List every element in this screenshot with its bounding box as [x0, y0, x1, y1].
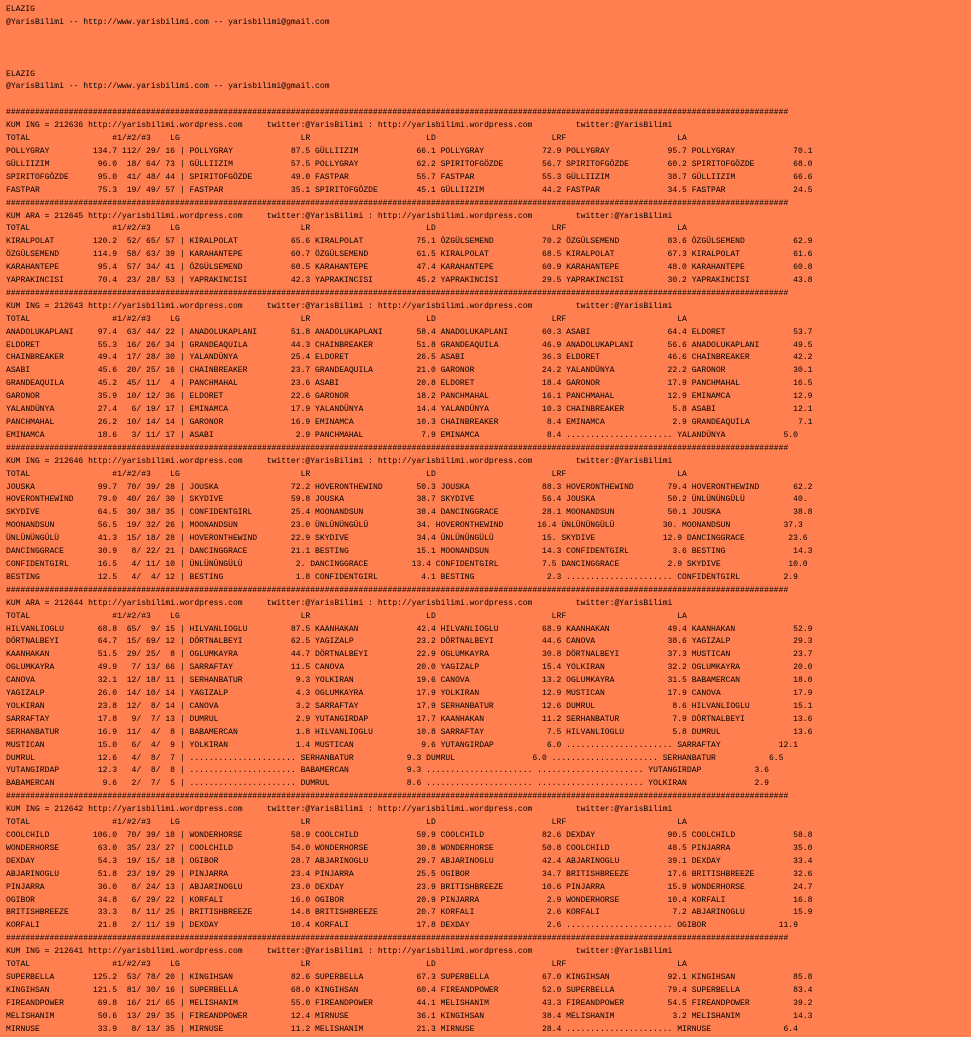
- horse-row: COOLCHILD 106.0 70/ 39/ 18 | WONDERHORSE 58.9 COOLCHILD 59.9 COOLCHILD 82.6 DEXDAY 90.5 COOLCHILD 58.8: [6, 831, 813, 840]
- horse-row: FIREANDPOWER 69.8 16/ 21/ 65 | MELISHANIM 55.0 FIREANDPOWER 44.1 MELISHANIM 43.3 FIREANDPOWER 54.5 FIREANDPOWER 39.2: [6, 998, 813, 1008]
- horse-row: PINJARRA 36.0 8/ 24/ 13 | ABJARINOGLU 23.0 DEXDAY 23.9 BRITISHBREEZE 10.6 PINJARRA 15.9 WONDERHORSE 24.7: [6, 882, 813, 892]
- horse-row: GRANDEAQUILA 45.2 45/ 11/ 4 | PANCHMAHAL 23.6 ASABI 20.8 ELDORET 18.4 GARONOR 17.9 PANCHMAHAL 16.5: [6, 379, 813, 389]
- hash-separator: ##################################################################################################################################################################: [6, 792, 789, 802]
- horse-row: HILVANLIOGLU 68.8 65/ 9/ 15 | HILVANLIOGLU 87.5 KAANHAKAN 42.4 HILVANLIOGLU 68.9 KAANHAKAN 49.4 KAANHAKAN 52.9: [6, 624, 813, 634]
- horse-row: POLLYGRAY 134.7 112/ 29/ 16 | POLLYGRAY 87.5 GÜLLIIZIM 66.1 POLLYGRAY 72.9 POLLYGRAY 95.7 POLLYGRAY 70.1: [6, 146, 813, 156]
- race-report-document: [6, 4, 812, 1037]
- blank-line: [6, 94, 812, 107]
- horse-row: EMINAMCA 18.6 3/ 11/ 17 | ASABI 2.9 PANCHMAHAL 7.9 EMINAMCA 8.4 ...................... YALANDÜNYA 5.0: [6, 430, 798, 440]
- race-header: KUM ING = 212643 http://yarisbilimi.wordpress.com twitter:@YarisBilimi : http://yarisbilimi.wordpress.com twitter:@YarisBilimi: [6, 301, 673, 311]
- page-title: ELAZIG: [6, 69, 35, 79]
- blank-line: [6, 56, 812, 69]
- horse-row: YAPRAKINCISI 70.4 23/ 28/ 53 | YAPRAKINCISI 42.3 YAPRAKINCISI 45.2 YAPRAKINCISI 29.5 YAPRAKINCISI 30.2 YAPRAKINCISI 43.8: [6, 276, 813, 286]
- contact-line: @YarisBilimi -- http://www.yarisbilimi.com -- yarisbilimi@gmail.com: [6, 17, 330, 27]
- horse-row: YOLKIRAN 23.8 12/ 8/ 14 | CANOVA 3.2 SARRAFTAY 17.9 SERHANBATUR 12.6 DUMRUL 8.6 HILVANLIOGLU 15.1: [6, 701, 813, 711]
- horse-row: ANADOLUKAPLANI 97.4 63/ 44/ 22 | ANADOLUKAPLANI 51.8 ANADOLUKAPLANI 58.4 ANADOLUKAPLANI 60.3 ASABI 64.4 ELDORET 53.7: [6, 327, 813, 337]
- horse-row: FASTPAR 75.3 19/ 49/ 57 | FASTPAR 35.1 SPIRITOFGÖZDE 45.1 GÜLLIIZIM 44.2 FASTPAR 34.5 FASTPAR 24.5: [6, 185, 813, 195]
- horse-row: CONFIDENTGIRL 16.5 4/ 11/ 10 | ÜNLÜNÜNGÜLÜ 2. DANCINGGRACE 13.4 CONFIDENTGIRL 7.5 DANCINGGRACE 2.9 SKYDIVE 10.0: [6, 559, 808, 569]
- column-header: TOTAL #1/#2/#3 LG LR LD LRF LA: [6, 818, 687, 828]
- column-header: TOTAL #1/#2/#3 LG LR LD LRF LA: [6, 611, 687, 621]
- column-header: TOTAL #1/#2/#3 LG LR LD LRF LA: [6, 469, 687, 479]
- horse-row: SPIRITOFGÖZDE 95.0 41/ 48/ 44 | SPIRITOFGÖZDE 49.0 FASTPAR 55.7 FASTPAR 55.3 GÜLLIIZIM 38.7 GÜLLIIZIM 66.6: [6, 172, 813, 182]
- hash-separator: ##################################################################################################################################################################: [6, 585, 789, 595]
- blank-line: [6, 43, 812, 56]
- horse-row: KORFALI 21.8 2/ 11/ 19 | DEXDAY 10.4 KORFALI 17.8 DEXDAY 2.6 ...................... OGIBOR 11.9: [6, 921, 798, 931]
- page-title: ELAZIG: [6, 5, 35, 14]
- hash-separator: ##################################################################################################################################################################: [6, 934, 789, 944]
- horse-row: DUMRUL 12.6 4/ 8/ 7 | ...................... SERHANBATUR 9.3 DUMRUL 6.0 ...................... SERHANBATUR 6.5: [6, 753, 784, 763]
- column-header: TOTAL #1/#2/#3 LG LR LD LRF LA: [6, 134, 687, 144]
- horse-row: DEXDAY 54.3 19/ 15/ 18 | OGIBOR 28.7 ABJARINOGLU 29.7 ABJARINOGLU 42.4 ABJARINOGLU 39.1 DEXDAY 33.4: [6, 856, 813, 866]
- hash-separator: ##################################################################################################################################################################: [6, 288, 789, 298]
- hash-separator: ##################################################################################################################################################################: [6, 198, 789, 208]
- race-header: KUM ARA = 212644 http://yarisbilimi.wordpress.com twitter:@YarisBilimi : http://yarisbilimi.wordpress.com twitter:@YarisBilimi: [6, 598, 673, 608]
- hash-separator: ##################################################################################################################################################################: [6, 108, 789, 118]
- horse-row: ÖZGÜLSEMEND 114.9 58/ 63/ 39 | KARAHANTEPE 60.7 ÖZGÜLSEMEND 61.5 KIRALPOLAT 68.5 KIRALPOLAT 67.3 KIRALPOLAT 61.6: [6, 250, 813, 260]
- horse-row: OGIBOR 34.8 6/ 29/ 22 | KORFALI 16.0 OGIBOR 20.9 PINJARRA 2.9 WONDERHORSE 10.4 KORFALI 16.8: [6, 895, 813, 905]
- horse-row: SARRAFTAY 17.8 9/ 7/ 13 | DUMRUL 2.9 YUTANGIRDAP 17.7 KAANHAKAN 11.2 SERHANBATUR 7.9 DÖRTNALBEYI 13.6: [6, 714, 813, 724]
- race-header: KUM ING = 212641 http://yarisbilimi.wordpress.com twitter:@YarisBilimi : http://yarisbilimi.wordpress.com twitter:@YarisBilimi: [6, 947, 673, 957]
- horse-row: CHAINBREAKER 49.4 17/ 28/ 30 | YALANDÜNYA 25.4 ELDORET 26.5 ASABI 36.3 ELDORET 46.6 CHAINBREAKER 42.2: [6, 353, 813, 363]
- hash-separator: ##################################################################################################################################################################: [6, 443, 789, 453]
- horse-row: OGLUMKAYRA 49.9 7/ 13/ 66 | SARRAFTAY 11.5 CANOVA 20.0 YAGIZALP 15.4 YOLKIRAN 32.2 OGLUMKAYRA 20.0: [6, 663, 813, 673]
- race-header: KUM ING = 212642 http://yarisbilimi.wordpress.com twitter:@YarisBilimi : http://yarisbilimi.wordpress.com twitter:@YarisBilimi: [6, 805, 673, 815]
- column-header: TOTAL #1/#2/#3 LG LR LD LRF LA: [6, 314, 687, 324]
- horse-row: ASABI 45.6 20/ 25/ 16 | CHAINBREAKER 23.7 GRANDEAQUILA 21.0 GARONOR 24.2 YALANDÜNYA 22.2 GARONOR 30.1: [6, 366, 813, 376]
- horse-row: DÖRTNALBEYI 64.7 15/ 69/ 12 | DÖRTNALBEYI 62.5 YAGIZALP 23.2 DÖRTNALBEYI 44.6 CANOVA 38.6 YAGIZALP 29.3: [6, 637, 813, 647]
- horse-row: DANCINGGRACE 30.9 8/ 22/ 21 | DANCINGGRACE 21.1 BESTING 15.1 MOONANDSUN 14.3 CONFIDENTGIRL 3.6 BESTING 14.3: [6, 547, 813, 557]
- column-header: TOTAL #1/#2/#3 LG LR LD LRF LA: [6, 224, 687, 234]
- horse-row: SERHANBATUR 16.9 11/ 4/ 8 | BABAMERCAN 1.8 HILVANLIOGLU 10.8 SARRAFTAY 7.5 HILVANLIOGLU 5.8 DUMRUL 13.6: [6, 727, 813, 737]
- column-header: TOTAL #1/#2/#3 LG LR LD LRF LA: [6, 960, 687, 970]
- horse-row: SKYDIVE 64.5 30/ 38/ 35 | CONFIDENTGIRL 25.4 MOONANDSUN 38.4 DANCINGGRACE 28.1 MOONANDSUN 50.1 JOUSKA 38.8: [6, 508, 813, 518]
- horse-row: CANOVA 32.1 12/ 18/ 11 | SERHANBATUR 9.3 YOLKIRAN 19.6 CANOVA 13.2 OGLUMKAYRA 31.5 BABAMERCAN 18.0: [6, 676, 813, 686]
- horse-row: ÜNLÜNÜNGÜLÜ 41.3 15/ 18/ 28 | HOVERONTHEWIND 22.9 SKYDIVE 34.4 ÜNLÜNÜNGÜLÜ 15. SKYDIVE 12.9 DANCINGGRACE 23.6: [6, 534, 808, 544]
- race-header: KUM ING = 212646 http://yarisbilimi.wordpress.com twitter:@YarisBilimi : http://yarisbilimi.wordpress.com twitter:@YarisBilimi: [6, 456, 673, 466]
- horse-row: YUTANGIRDAP 12.3 4/ 8/ 8 | ...................... BABAMERCAN 9.3 ...................... ...................... YUTANGIRDAP 3.6: [6, 766, 769, 776]
- contact-line: @YarisBilimi -- http://www.yarisbilimi.com -- yarisbilimi@gmail.com: [6, 82, 330, 92]
- race-header: KUM ING = 212636 http://yarisbilimi.wordpress.com twitter:@YarisBilimi : http://yarisbilimi.wordpress.com twitter:@YarisBilimi: [6, 121, 673, 131]
- blank-line: [6, 30, 812, 43]
- horse-row: MOONANDSUN 56.5 19/ 32/ 26 | MOONANDSUN 23.0 ÜNLÜNÜNGÜLÜ 34. HOVERONTHEWIND 16.4 ÜNLÜNÜNGÜLÜ 30. MOONANDSUN 37.3: [6, 521, 803, 531]
- horse-row: MUSTICAN 15.0 6/ 4/ 9 | YOLKIRAN 1.4 MUSTICAN 9.6 YUTANGIRDAP 6.0 ...................... SARRAFTAY 12.1: [6, 740, 798, 750]
- horse-row: PANCHMAHAL 26.2 10/ 14/ 14 | GARONOR 16.9 EMINAMCA 10.3 CHAINBREAKER 8.4 EMINAMCA 2.9 GRANDEAQUILA 7.1: [6, 418, 813, 427]
- horse-row: KINGIHSAN 121.5 81/ 30/ 16 | SUPERBELLA 68.0 KINGIHSAN 60.4 FIREANDPOWER 52.0 SUPERBELLA 79.4 SUPERBELLA 83.4: [6, 985, 813, 995]
- horse-row: GARONOR 35.9 10/ 12/ 36 | ELDORET 22.6 GARONOR 18.2 PANCHMAHAL 16.1 PANCHMAHAL 12.9 EMINAMCA 12.9: [6, 392, 813, 402]
- horse-row: YALANDÜNYA 27.4 6/ 19/ 17 | EMINAMCA 17.9 YALANDÜNYA 14.4 YALANDÜNYA 10.3 CHAINBREAKER 5.8 ASABI 12.1: [6, 405, 813, 415]
- horse-row: MELISHANIM 50.6 13/ 29/ 35 | FIREANDPOWER 12.4 MIRNUSE 36.1 KINGIHSAN 38.4 MELISHANIM 3.2 MELISHANIM 14.3: [6, 1011, 813, 1021]
- horse-row: WONDERHORSE 63.0 35/ 23/ 27 | COOLCHILD 54.0 WONDERHORSE 30.8 WONDERHORSE 50.8 COOLCHILD 48.5 PINJARRA 35.0: [6, 843, 813, 853]
- horse-row: JOUSKA 99.7 70/ 39/ 28 | JOUSKA 72.2 HOVERONTHEWIND 50.3 JOUSKA 88.3 HOVERONTHEWIND 79.4 HOVERONTHEWIND 62.2: [6, 482, 813, 492]
- horse-row: YAGIZALP 26.0 14/ 10/ 14 | YAGIZALP 4.3 OGLUMKAYRA 17.9 YOLKIRAN 12.9 MUSTICAN 17.9 CANOVA 17.9: [6, 689, 813, 699]
- horse-row: SUPERBELLA 125.2 53/ 78/ 20 | KINGIHSAN 82.6 SUPERBELLA 67.3 SUPERBELLA 67.0 KINGIHSAN 92.1 KINGIHSAN 85.8: [6, 972, 813, 982]
- horse-row: GÜLLIIZIM 96.0 18/ 64/ 73 | GÜLLIIZIM 57.5 POLLYGRAY 62.2 SPIRITOFGÖZDE 56.7 SPIRITOFGÖZDE 60.2 SPIRITOFGÖZDE 68.0: [6, 159, 813, 169]
- horse-row: ELDORET 55.3 16/ 26/ 34 | GRANDEAQUILA 44.3 CHAINBREAKER 51.8 GRANDEAQUILA 46.9 ANADOLUKAPLANI 56.6 ANADOLUKAPLANI 49.5: [6, 340, 813, 350]
- horse-row: BRITISHBREEZE 33.3 8/ 11/ 25 | BRITISHBREEZE 14.8 BRITISHBREEZE 20.7 KORFALI 2.6 KORFALI 7.2 ABJARINOGLU 15.9: [6, 908, 813, 918]
- horse-row: ABJARINOGLU 51.8 23/ 19/ 29 | PINJARRA 23.4 PINJARRA 25.5 OGIBOR 34.7 BRITISHBREEZE 17.6 BRITISHBREEZE 32.6: [6, 869, 813, 879]
- horse-row: BABAMERCAN 9.6 2/ 7/ 5 | ...................... DUMRUL 8.6 ...................... ...................... YOLKIRAN 2.9: [6, 779, 769, 789]
- horse-row: KAANHAKAN 51.5 29/ 25/ 8 | OGLUMKAYRA 44.7 DÖRTNALBEYI 22.9 OGLUMKAYRA 30.8 DÖRTNALBEYI 37.3 MUSTICAN 23.7: [6, 650, 813, 660]
- race-header: KUM ARA = 212645 http://yarisbilimi.wordpress.com twitter:@YarisBilimi : http://yarisbilimi.wordpress.com twitter:@YarisBilimi: [6, 211, 673, 221]
- horse-row: KIRALPOLAT 120.2 52/ 65/ 57 | KIRALPOLAT 65.6 KIRALPOLAT 75.1 ÖZGÜLSEMEND 70.2 ÖZGÜLSEMEND 83.6 ÖZGÜLSEMEND 62.9: [6, 237, 813, 247]
- horse-row: MIRNUSE 33.9 8/ 13/ 35 | MIRNUSE 11.2 MELISHANIM 21.3 MIRNUSE 28.4 ...................... MIRNUSE 6.4: [6, 1024, 798, 1034]
- horse-row: KARAHANTEPE 95.4 57/ 34/ 41 | ÖZGÜLSEMEND 60.5 KARAHANTEPE 47.4 KARAHANTEPE 60.9 KARAHANTEPE 48.0 KARAHANTEPE 60.8: [6, 263, 813, 273]
- horse-row: HOVERONTHEWIND 79.0 40/ 26/ 30 | SKYDIVE 59.8 JOUSKA 38.7 SKYDIVE 56.4 JOUSKA 50.2 ÜNLÜNÜNGÜLÜ 40.: [6, 495, 808, 505]
- horse-row: BESTING 12.5 4/ 4/ 12 | BESTING 1.8 CONFIDENTGIRL 4.1 BESTING 2.3 ...................... CONFIDENTGIRL 2.9: [6, 572, 798, 582]
